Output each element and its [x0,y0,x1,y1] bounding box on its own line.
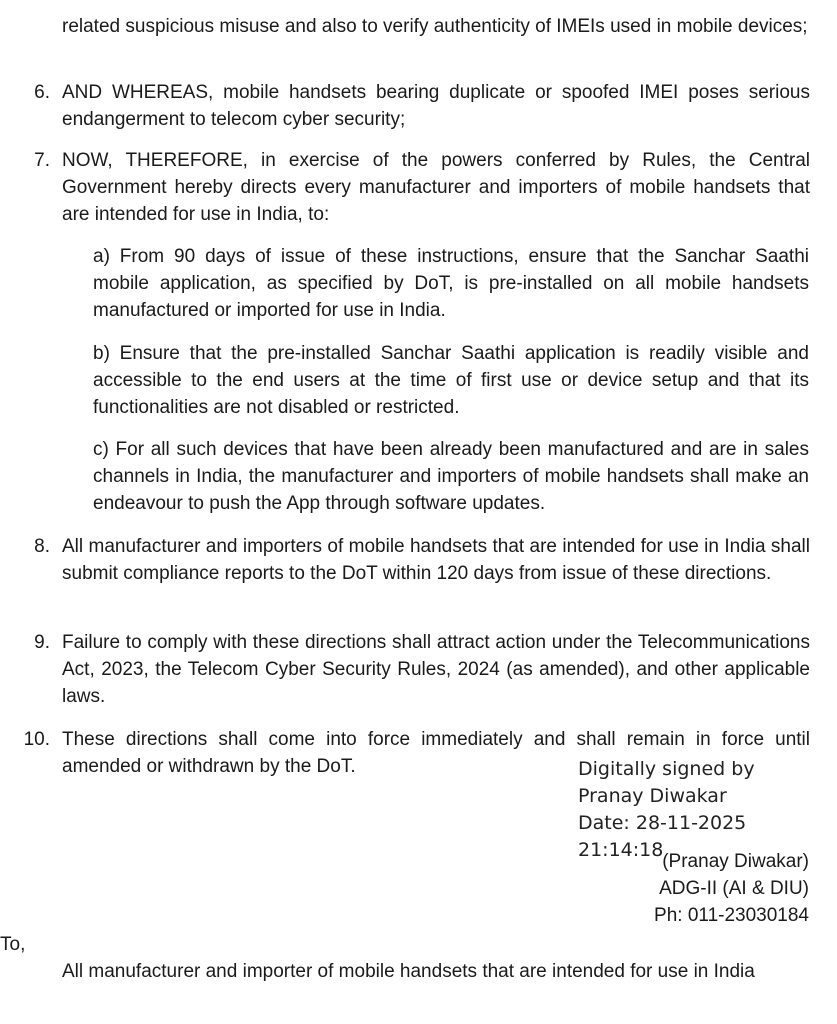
subclause-a: a) From 90 days of issue of these instructions, ensure that the Sanchar Saathi mobile application, as specified by DoT, is pre-installed on all mobile handsets manufactured or imported for use in India. [93,246,809,321]
subclause-b: b) Ensure that the pre-installed Sanchar Saathi application is readily visible and accessible to the end users at the time of first use or device setup and that its functionalities are not disabled or restricted. [93,343,809,418]
digital-signature-line: Digitally signed by [578,758,755,780]
signatory-phone: Ph: 011-23030184 [654,905,809,926]
clause-text: AND WHEREAS, mobile handsets bearing duplicate or spoofed IMEI poses serious endangerment to telecom cyber security; [62,82,810,130]
clause-text: All manufacturer and importers of mobile handsets that are intended for use in India shall submit compliance reports to the DoT within 120 days from issue of these directions. [62,536,810,584]
clause-number: 6. [34,82,50,103]
clause-number: 10. [23,729,50,750]
digital-signature-name: Pranay Diwakar [578,785,727,807]
clause-number: 9. [34,632,50,653]
subclause-c: c) For all such devices that have been already been manufactured and are in sales channels in India, the manufacturer and importers of mobile handsets shall make an endeavour to push the App through software updates. [93,439,809,514]
clause-number: 7. [34,150,50,171]
signatory-name: (Pranay Diwakar) [662,851,809,872]
clause-text: Failure to comply with these directions shall attract action under the Telecommunications Act, 2023, the Telecom Cyber Security Rules, 2024 (as amended), and other applicable laws. [62,632,810,707]
clause-text: These directions shall come into force immediately and shall remain in force until amended or withdrawn by the DoT. [62,729,810,777]
to-label: To, [0,934,26,955]
clause-text: NOW, THEREFORE, in exercise of the powers conferred by Rules, the Central Government hereby directs every manufacturer and importers of mobile handsets that are intended for use in India, to: [62,150,810,225]
intro-continuation: related suspicious misuse and also to verify authenticity of IMEIs used in mobile devices; [62,16,808,37]
signatory-block [654,848,809,929]
clause-number: 8. [34,536,50,557]
addressee: All manufacturer and importer of mobile handsets that are intended for use in India [62,961,755,982]
digital-signature-time: 21:14:18 [578,839,664,861]
digital-signature-date: Date: 28-11-2025 [578,812,747,834]
signatory-designation: ADG-II (AI & DIU) [659,878,809,899]
